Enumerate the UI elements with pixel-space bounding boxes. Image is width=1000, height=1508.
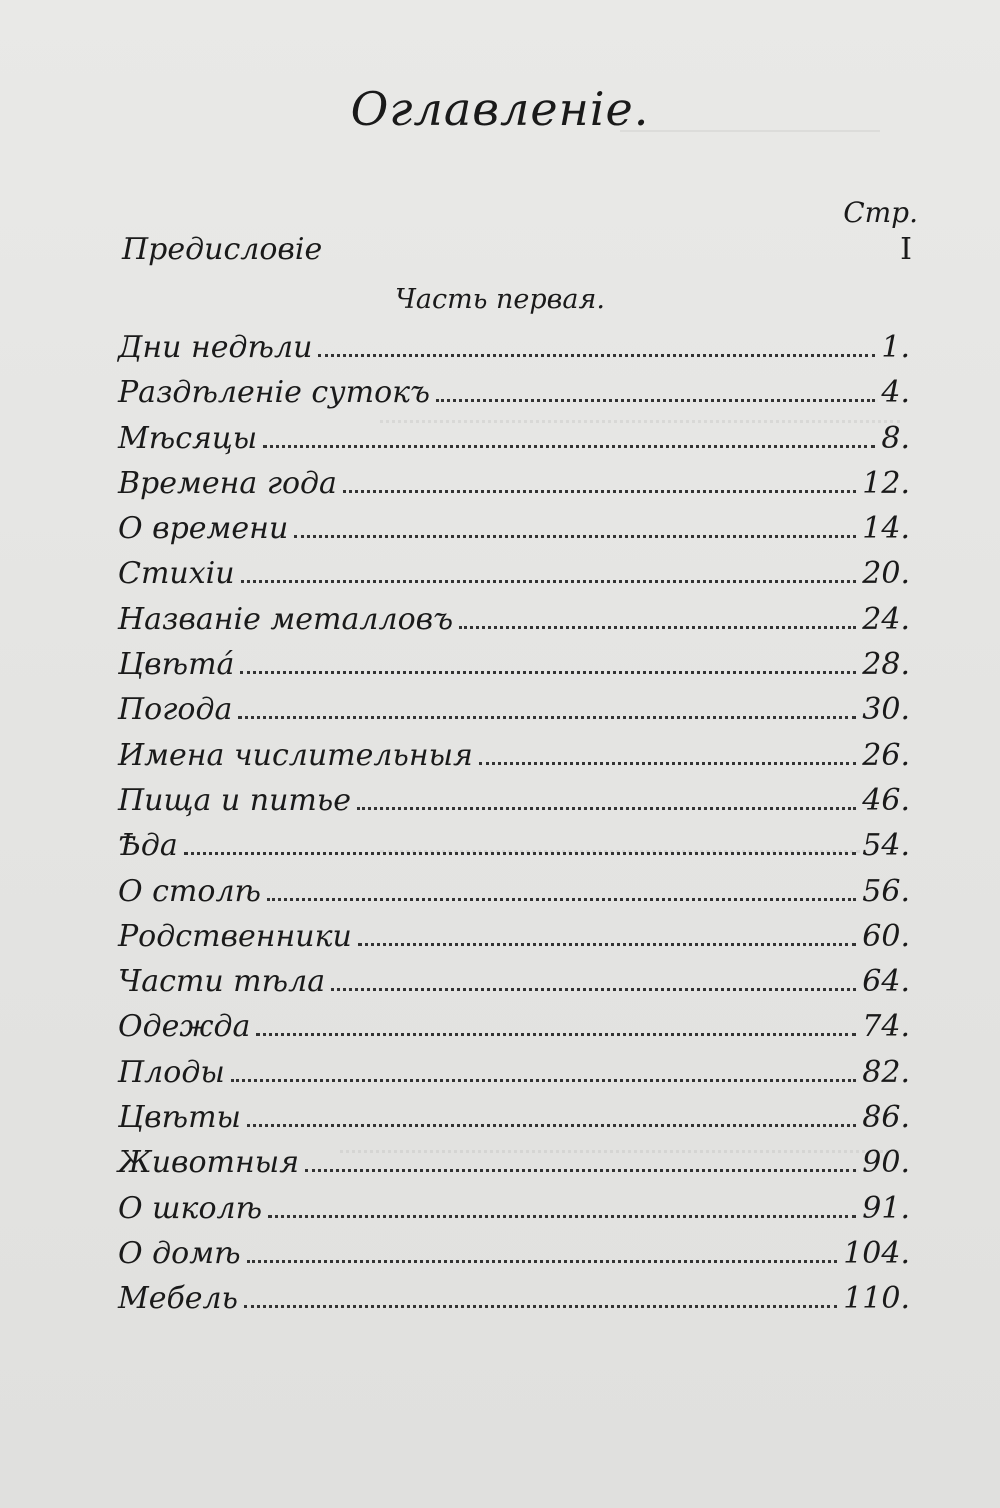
toc-entry-title: Времена года [118,465,337,501]
toc-entry-title: О времени [118,511,289,547]
toc-entry-page: 30. [862,692,910,728]
toc-entry-title: Названіе металловъ [118,601,454,637]
dot-leader [343,490,856,493]
toc-entry-page: 82. [862,1054,910,1090]
toc-entry-page: 60. [862,918,910,954]
toc-entry [118,692,910,737]
toc-entry [118,964,910,1009]
toc-entry-page: 8. [881,420,910,456]
dot-leader [184,852,857,855]
part-heading: Часть первая. [395,284,605,315]
toc-entry [118,602,910,647]
toc-entry-title: Дни недѣли [118,330,313,365]
preface-entry [122,232,912,272]
toc-entry [118,647,910,692]
dot-leader [436,399,875,402]
toc-entry-page: 4. [881,375,910,411]
dot-leader [244,1305,837,1308]
toc-entry-page: 91. [862,1190,910,1226]
page-column-label: Стр. [843,196,918,229]
dot-leader [305,1169,856,1172]
dot-leader [247,1124,856,1127]
dot-leader [231,1079,857,1082]
toc-entry [118,1236,910,1281]
toc-entry-title: Стихіи [118,556,235,592]
toc-entry [118,919,910,964]
toc-entry-page: 12. [862,465,910,501]
toc-entry-page: 74. [862,1009,910,1045]
toc-entry-title: Раздѣленіе сутокъ [118,375,431,411]
toc-entry [118,556,910,601]
toc-entry [118,466,910,511]
toc-entry-page: 20. [862,556,910,592]
toc-entry-page: 86. [862,1100,910,1136]
table-of-contents [118,330,910,1327]
toc-entry [118,1281,910,1326]
toc-entry-title: Погода [118,692,233,728]
dot-leader [358,943,856,946]
toc-entry-page: 110. [843,1281,910,1317]
toc-entry [118,1009,910,1054]
toc-entry-page: 26. [862,737,910,773]
toc-entry-title: О домѣ [118,1235,241,1271]
toc-entry-title: Одежда [118,1009,251,1045]
toc-entry-page: 54. [862,828,910,864]
toc-entry-page: 64. [862,964,910,1000]
dot-leader [331,988,856,991]
toc-entry [118,783,910,828]
page-title: Оглавленіе. [350,82,650,136]
toc-entry-title: Животныя [118,1145,300,1181]
toc-entry-title: Части тѣла [118,964,326,1000]
toc-entry [118,738,910,783]
toc-entry [118,375,910,420]
dot-leader [459,626,856,629]
toc-entry-title: Плоды [118,1054,225,1090]
dot-leader [268,1215,856,1218]
toc-entry [118,828,910,873]
dot-leader [479,762,856,765]
toc-entry-title: Мѣсяцы [118,420,258,456]
toc-entry-page: 1. [881,330,910,365]
toc-entry-title: Пища и питье [118,782,351,818]
toc-entry [118,511,910,556]
toc-entry [118,1145,910,1190]
toc-entry-title: Мебель [118,1281,238,1317]
toc-entry-title: О столѣ [118,873,262,909]
preface-label: Предисловіе [122,232,323,267]
toc-entry [118,1055,910,1100]
toc-entry [118,874,910,919]
toc-entry-title: Родственники [118,918,352,954]
toc-entry-title: Имена числительныя [118,737,473,773]
toc-entry-title: О школѣ [118,1190,263,1226]
toc-entry [118,1191,910,1236]
dot-leader [247,1260,838,1263]
dot-leader [240,671,856,674]
toc-entry-title: Цвѣта́ [118,647,235,683]
dot-leader [241,580,857,583]
dot-leader [318,354,875,357]
dot-leader [238,716,856,719]
toc-entry-page: 90. [862,1145,910,1181]
toc-entry-page: 104. [843,1235,910,1271]
toc-entry-page: 14. [862,511,910,547]
toc-entry [118,1100,910,1145]
toc-entry-page: 56. [862,873,910,909]
toc-entry-page: 24. [862,601,910,637]
preface-page-number: I [900,232,912,267]
dot-leader [357,807,856,810]
toc-entry-page: 46. [862,782,910,818]
dot-leader [294,535,856,538]
toc-entry-title: Ѣда [118,828,178,864]
dot-leader [267,898,856,901]
toc-entry-title: Цвѣты [118,1100,241,1136]
dot-leader [256,1033,856,1036]
toc-entry [118,330,910,375]
toc-entry-page: 28. [862,647,910,683]
dot-leader [263,445,875,448]
toc-entry [118,421,910,466]
